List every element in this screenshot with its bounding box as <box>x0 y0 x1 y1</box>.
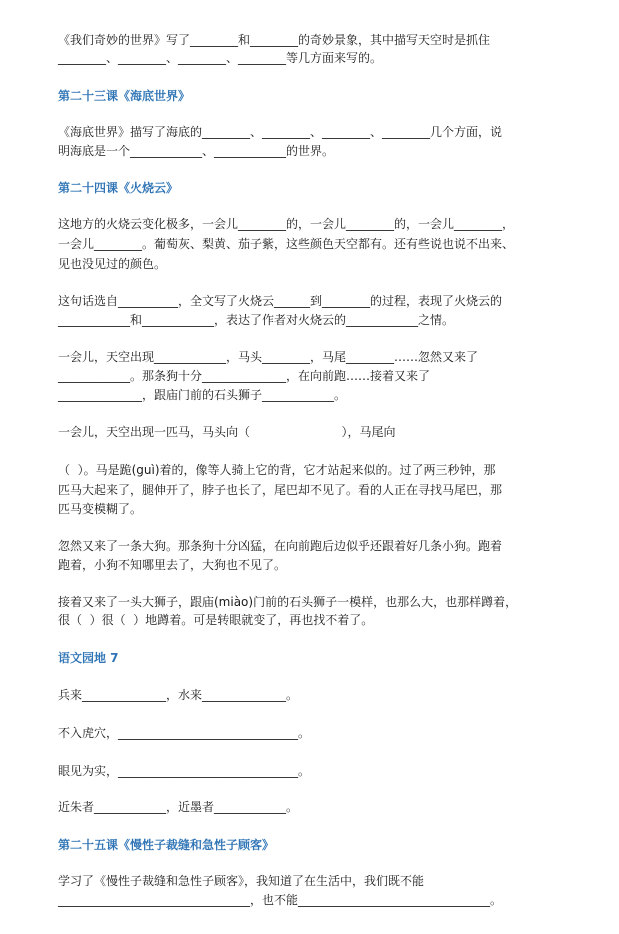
text-line: （ ）。马是跪(guì)着的，像等人骑上它的背，它才站起来似的。过了两三秒钟，那 <box>58 463 496 477</box>
text-line: 忽然又来了一条大狗。那条狗十分凶猛，在向前跑后边似乎还跟着好几条小狗。跑着 <box>58 539 503 553</box>
text-line: 眼见为实，______________________________。 <box>58 764 311 778</box>
section-heading: 第二十三课《海底世界》 <box>58 89 191 103</box>
text-line: 明海底是一个____________、____________的世界。 <box>58 144 335 158</box>
text-line: ____________。那条狗十分______________，在向前跑……接着又来了 <box>58 369 431 383</box>
text-line: 这地方的火烧云变化极多，一会儿________的，一会儿________的，一会儿________， <box>58 217 515 231</box>
text-line: 接着又来了一头大狮子，跟庙(miào)门前的石头狮子一模样，也那么大，也那样蹲着， <box>58 595 518 609</box>
text-line: ______________，跟庙门前的石头狮子____________。 <box>58 388 347 402</box>
text-line: 一会儿________。葡萄灰、梨黄、茄子紫，这些颜色天空都有。还有些说也说不出来、 <box>58 237 515 251</box>
text-line: ____________和____________，表达了作者对火烧云的____________之情。 <box>58 313 455 327</box>
text-line: 学习了《慢性子裁缝和急性子顾客》，我知道了在生活中，我们既不能 <box>58 874 425 888</box>
text-line: 见也没见过的颜色。 <box>58 257 167 271</box>
text-line: ________________________________，也不能________________________________。 <box>58 893 503 907</box>
text-line: ________、________、________、________等几方面来写的。 <box>58 51 383 65</box>
section-heading: 第二十五课《慢性子裁缝和急性子顾客》 <box>58 838 275 852</box>
text-line: 匹马变模糊了。 <box>58 502 143 516</box>
text-line: 跑着，小狗不知哪里去了，大狗也不见了。 <box>58 558 287 572</box>
text-line: 一会儿，天空出现一匹马，马头向（ ），马尾向 <box>58 425 396 439</box>
text-line: 《海底世界》描写了海底的________、________、________、________几个方面，说 <box>58 125 503 139</box>
text-line: 不入虎穴，______________________________。 <box>58 726 311 740</box>
text-line: 近朱者____________，近墨者____________。 <box>58 800 299 814</box>
section-heading: 语文园地 7 <box>58 651 119 665</box>
text-line: 兵来______________，水来______________。 <box>58 688 299 702</box>
section-heading: 第二十四课《火烧云》 <box>58 181 179 195</box>
text-line: 这句话选自__________，全文写了火烧云______到________的过程，表现了火烧云的 <box>58 294 503 308</box>
text-line: 一会儿，天空出现____________，马头________，马尾________……忽然又来了 <box>58 350 479 364</box>
text-line: 《我们奇妙的世界》写了________和________的奇妙景象，其中描写天空时是抓住 <box>58 33 491 47</box>
text-line: 匹马大起来了，腿伸开了，脖子也长了，尾巴却不见了。看的人正在寻找马尾巴，那 <box>58 483 503 497</box>
text-line: 很（ ）很（ ）地蹲着。可是转眼就变了，再也找不着了。 <box>58 613 374 627</box>
